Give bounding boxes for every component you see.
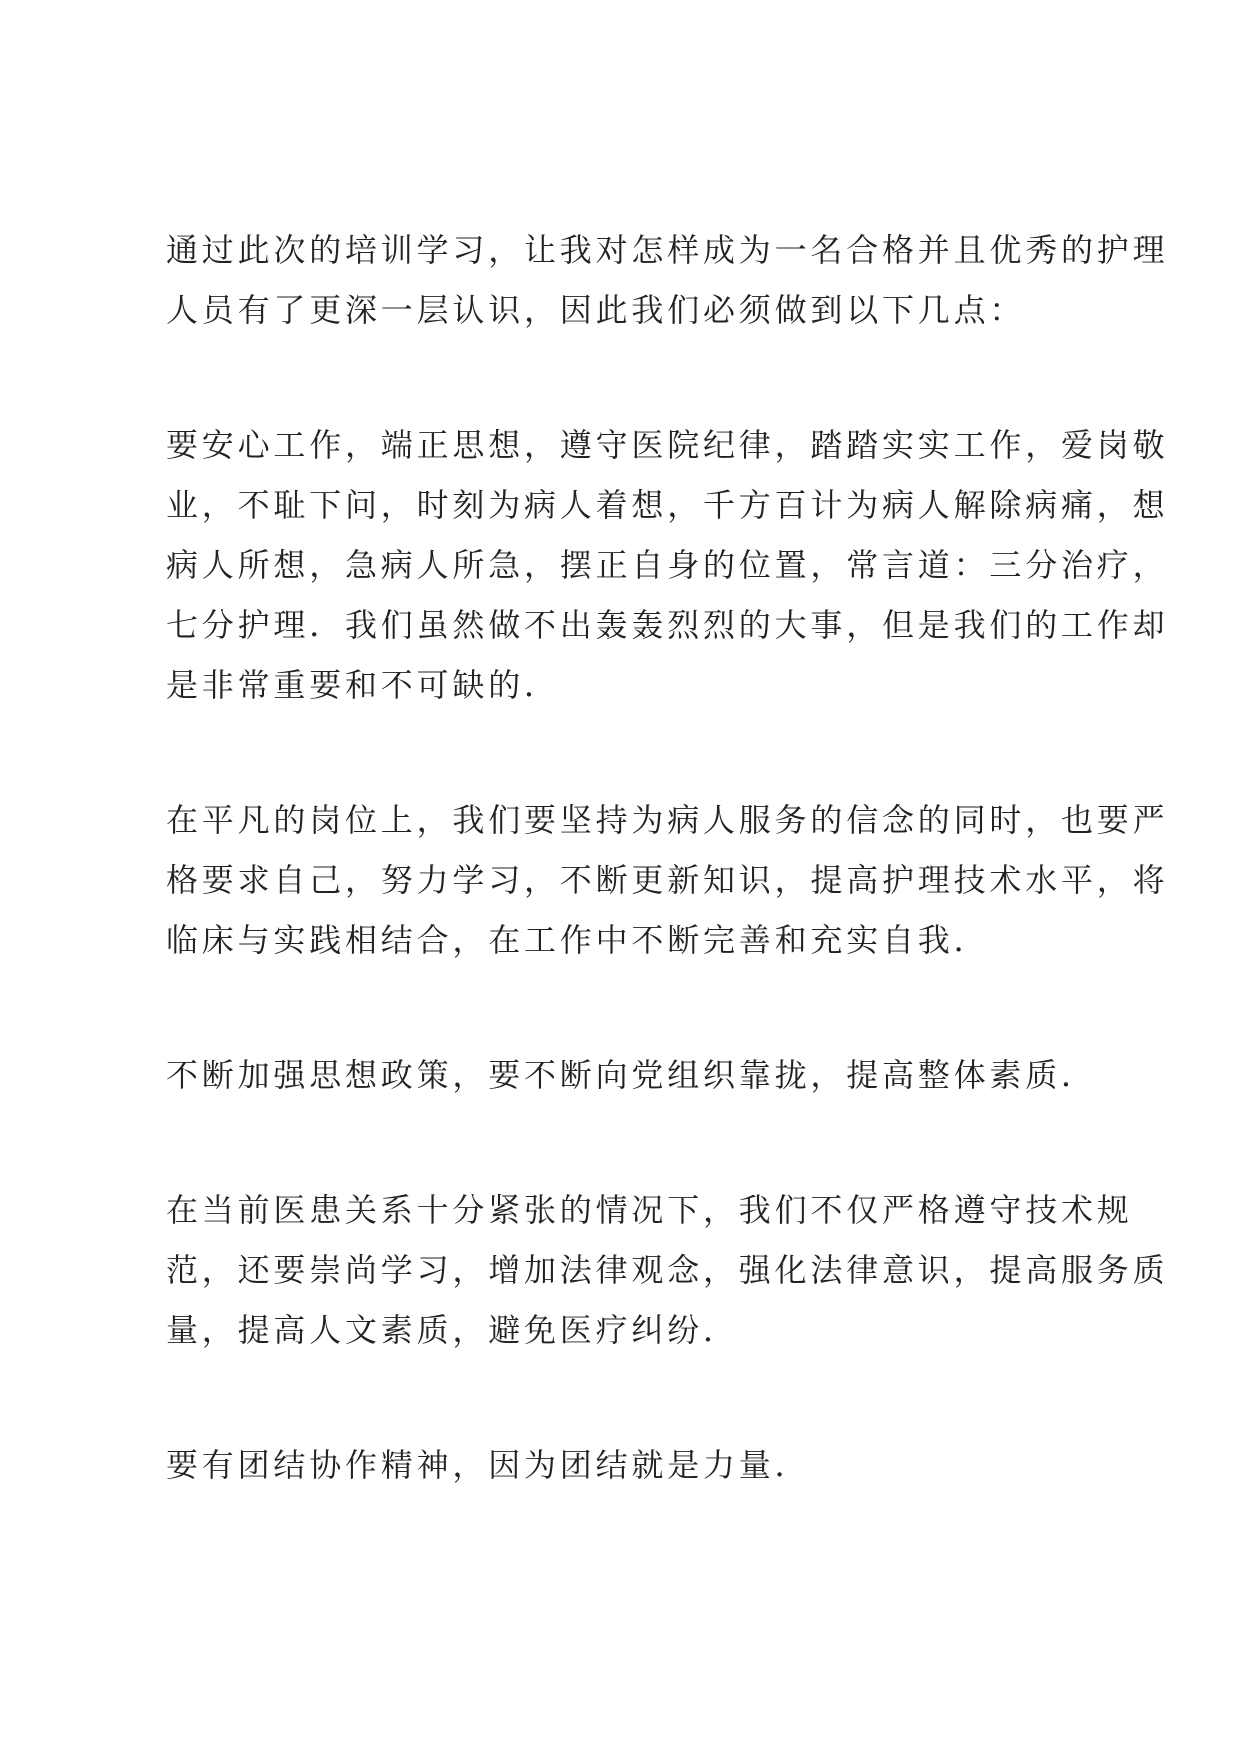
paragraph-6-line-1: 要有团结协作精神，因为团结就是力量． — [166, 1446, 811, 1484]
paragraph-4-line-1: 不断加强思想政策，要不断向党组织靠拢，提高整体素质． — [166, 1056, 1097, 1094]
paragraph-2-line-5: 是非常重要和不可缺的． — [166, 666, 560, 704]
paragraph-5-line-1: 在当前医患关系十分紧张的情况下，我们不仅严格遵守技术规 — [166, 1191, 1133, 1229]
paragraph-3-line-2: 格要求自己，努力学习，不断更新知识，提高护理技术水平，将 — [166, 861, 1169, 899]
paragraph-2-line-4: 七分护理．我们虽然做不出轰轰烈烈的大事，但是我们的工作却 — [166, 606, 1169, 644]
paragraph-2-line-2: 业，不耻下问，时刻为病人着想，千方百计为病人解除病痛，想 — [166, 486, 1169, 524]
paragraph-3-line-1: 在平凡的岗位上，我们要坚持为病人服务的信念的同时，也要严 — [166, 801, 1169, 839]
paragraph-1-line-2: 人员有了更深一层认识，因此我们必须做到以下几点： — [166, 291, 1026, 329]
paragraph-5-line-2: 范，还要崇尚学习，增加法律观念，强化法律意识，提高服务质 — [166, 1251, 1169, 1289]
paragraph-2-line-1: 要安心工作，端正思想，遵守医院纪律，踏踏实实工作，爱岗敬 — [166, 426, 1169, 464]
paragraph-2-line-3: 病人所想，急病人所急，摆正自身的位置，常言道：三分治疗， — [166, 546, 1169, 584]
paragraph-5-line-3: 量，提高人文素质，避免医疗纠纷． — [166, 1311, 739, 1349]
paragraph-1-line-1: 通过此次的培训学习，让我对怎样成为一名合格并且优秀的护理 — [166, 231, 1169, 269]
paragraph-3-line-3: 临床与实践相结合，在工作中不断完善和充实自我． — [166, 921, 990, 959]
